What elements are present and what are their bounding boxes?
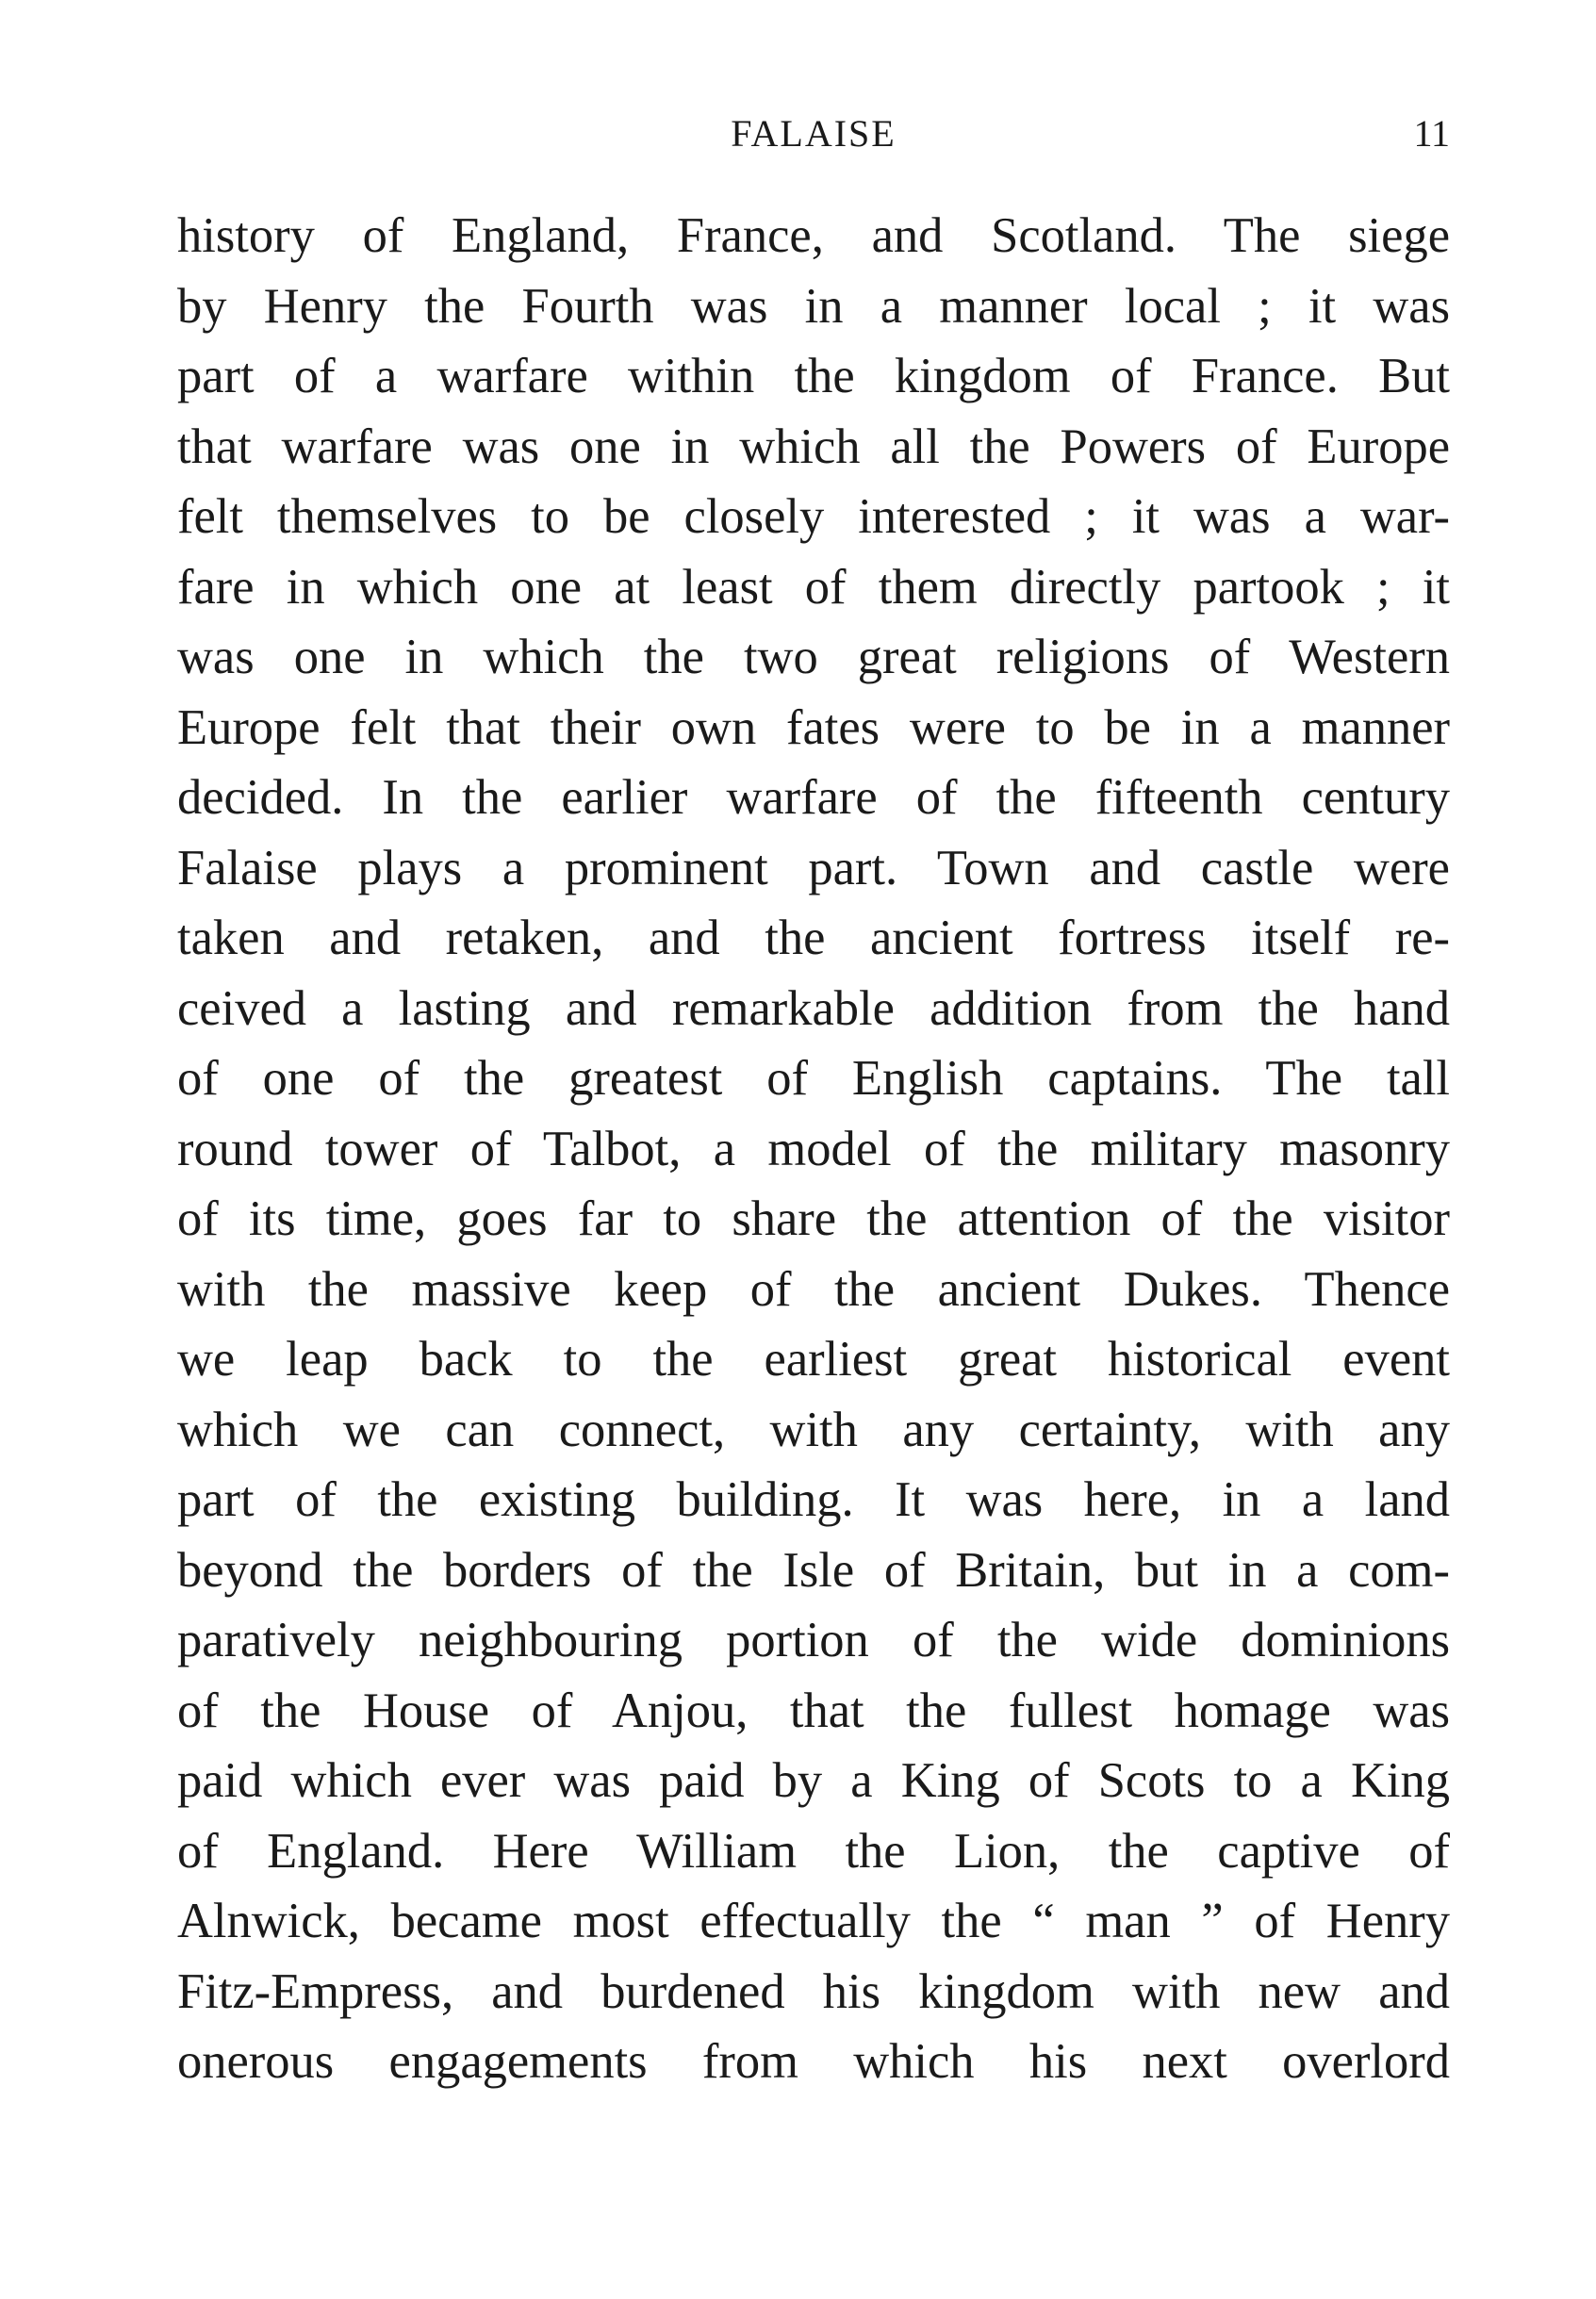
text-line: of England. Here William the Lion, the captive of <box>177 1823 1450 1879</box>
text-line: which we can connect, with any certainty, with any <box>177 1402 1450 1457</box>
text-line: with the massive keep of the ancient Dukes. Thence <box>177 1261 1450 1317</box>
text-line: history of England, France, and Scotland. The siege <box>177 208 1450 263</box>
text-line: by Henry the Fourth was in a manner local ; it was <box>177 278 1450 334</box>
running-head <box>177 106 1450 162</box>
text-line: of the House of Anjou, that the fullest homage was <box>177 1683 1450 1738</box>
text-line: Falaise plays a prominent part. Town and castle were <box>177 840 1450 895</box>
text-line: that warfare was one in which all the Powers of Europe <box>177 419 1450 474</box>
text-line: of its time, goes far to share the attention of the visitor <box>177 1191 1450 1246</box>
text-line: onerous engagements from which his next overlord <box>177 2034 1450 2089</box>
text-line: part of the existing building. It was here, in a land <box>177 1472 1450 1527</box>
text-line: part of a warfare within the kingdom of France. But <box>177 349 1450 403</box>
text-line: Fitz-Empress, and burdened his kingdom with new and <box>177 1963 1450 2019</box>
text-line: fare in which one at least of them directly partook ; it <box>177 559 1450 615</box>
text-line: Europe felt that their own fates were to be in a manner <box>177 699 1450 755</box>
text-line: of one of the greatest of English captains. The tall <box>177 1051 1450 1106</box>
text-line: round tower of Talbot, a model of the military masonry <box>177 1121 1450 1176</box>
text-line: taken and retaken, and the ancient fortress itself re- <box>177 911 1450 965</box>
text-line: paratively neighbouring portion of the wide dominions <box>177 1613 1450 1667</box>
text-line: was one in which the two great religions of Western <box>177 630 1450 684</box>
page-number: 11 <box>1413 112 1450 155</box>
text-line: Alnwick, became most effectually the “ man ” of Henry <box>177 1894 1450 1948</box>
text-line: paid which ever was paid by a King of Scots to a King <box>177 1753 1450 1808</box>
running-title: FALAISE <box>731 112 897 155</box>
text-line: decided. In the earlier warfare of the fifteenth century <box>177 770 1450 825</box>
text-line: we leap back to the earliest great historical event <box>177 1332 1450 1387</box>
text-line: ceived a lasting and remarkable addition from the hand <box>177 980 1450 1036</box>
body-text <box>177 201 1450 2097</box>
text-line: felt themselves to be closely interested ; it was a war- <box>177 489 1450 544</box>
text-line: beyond the borders of the Isle of Britain, but in a com- <box>177 1542 1450 1598</box>
